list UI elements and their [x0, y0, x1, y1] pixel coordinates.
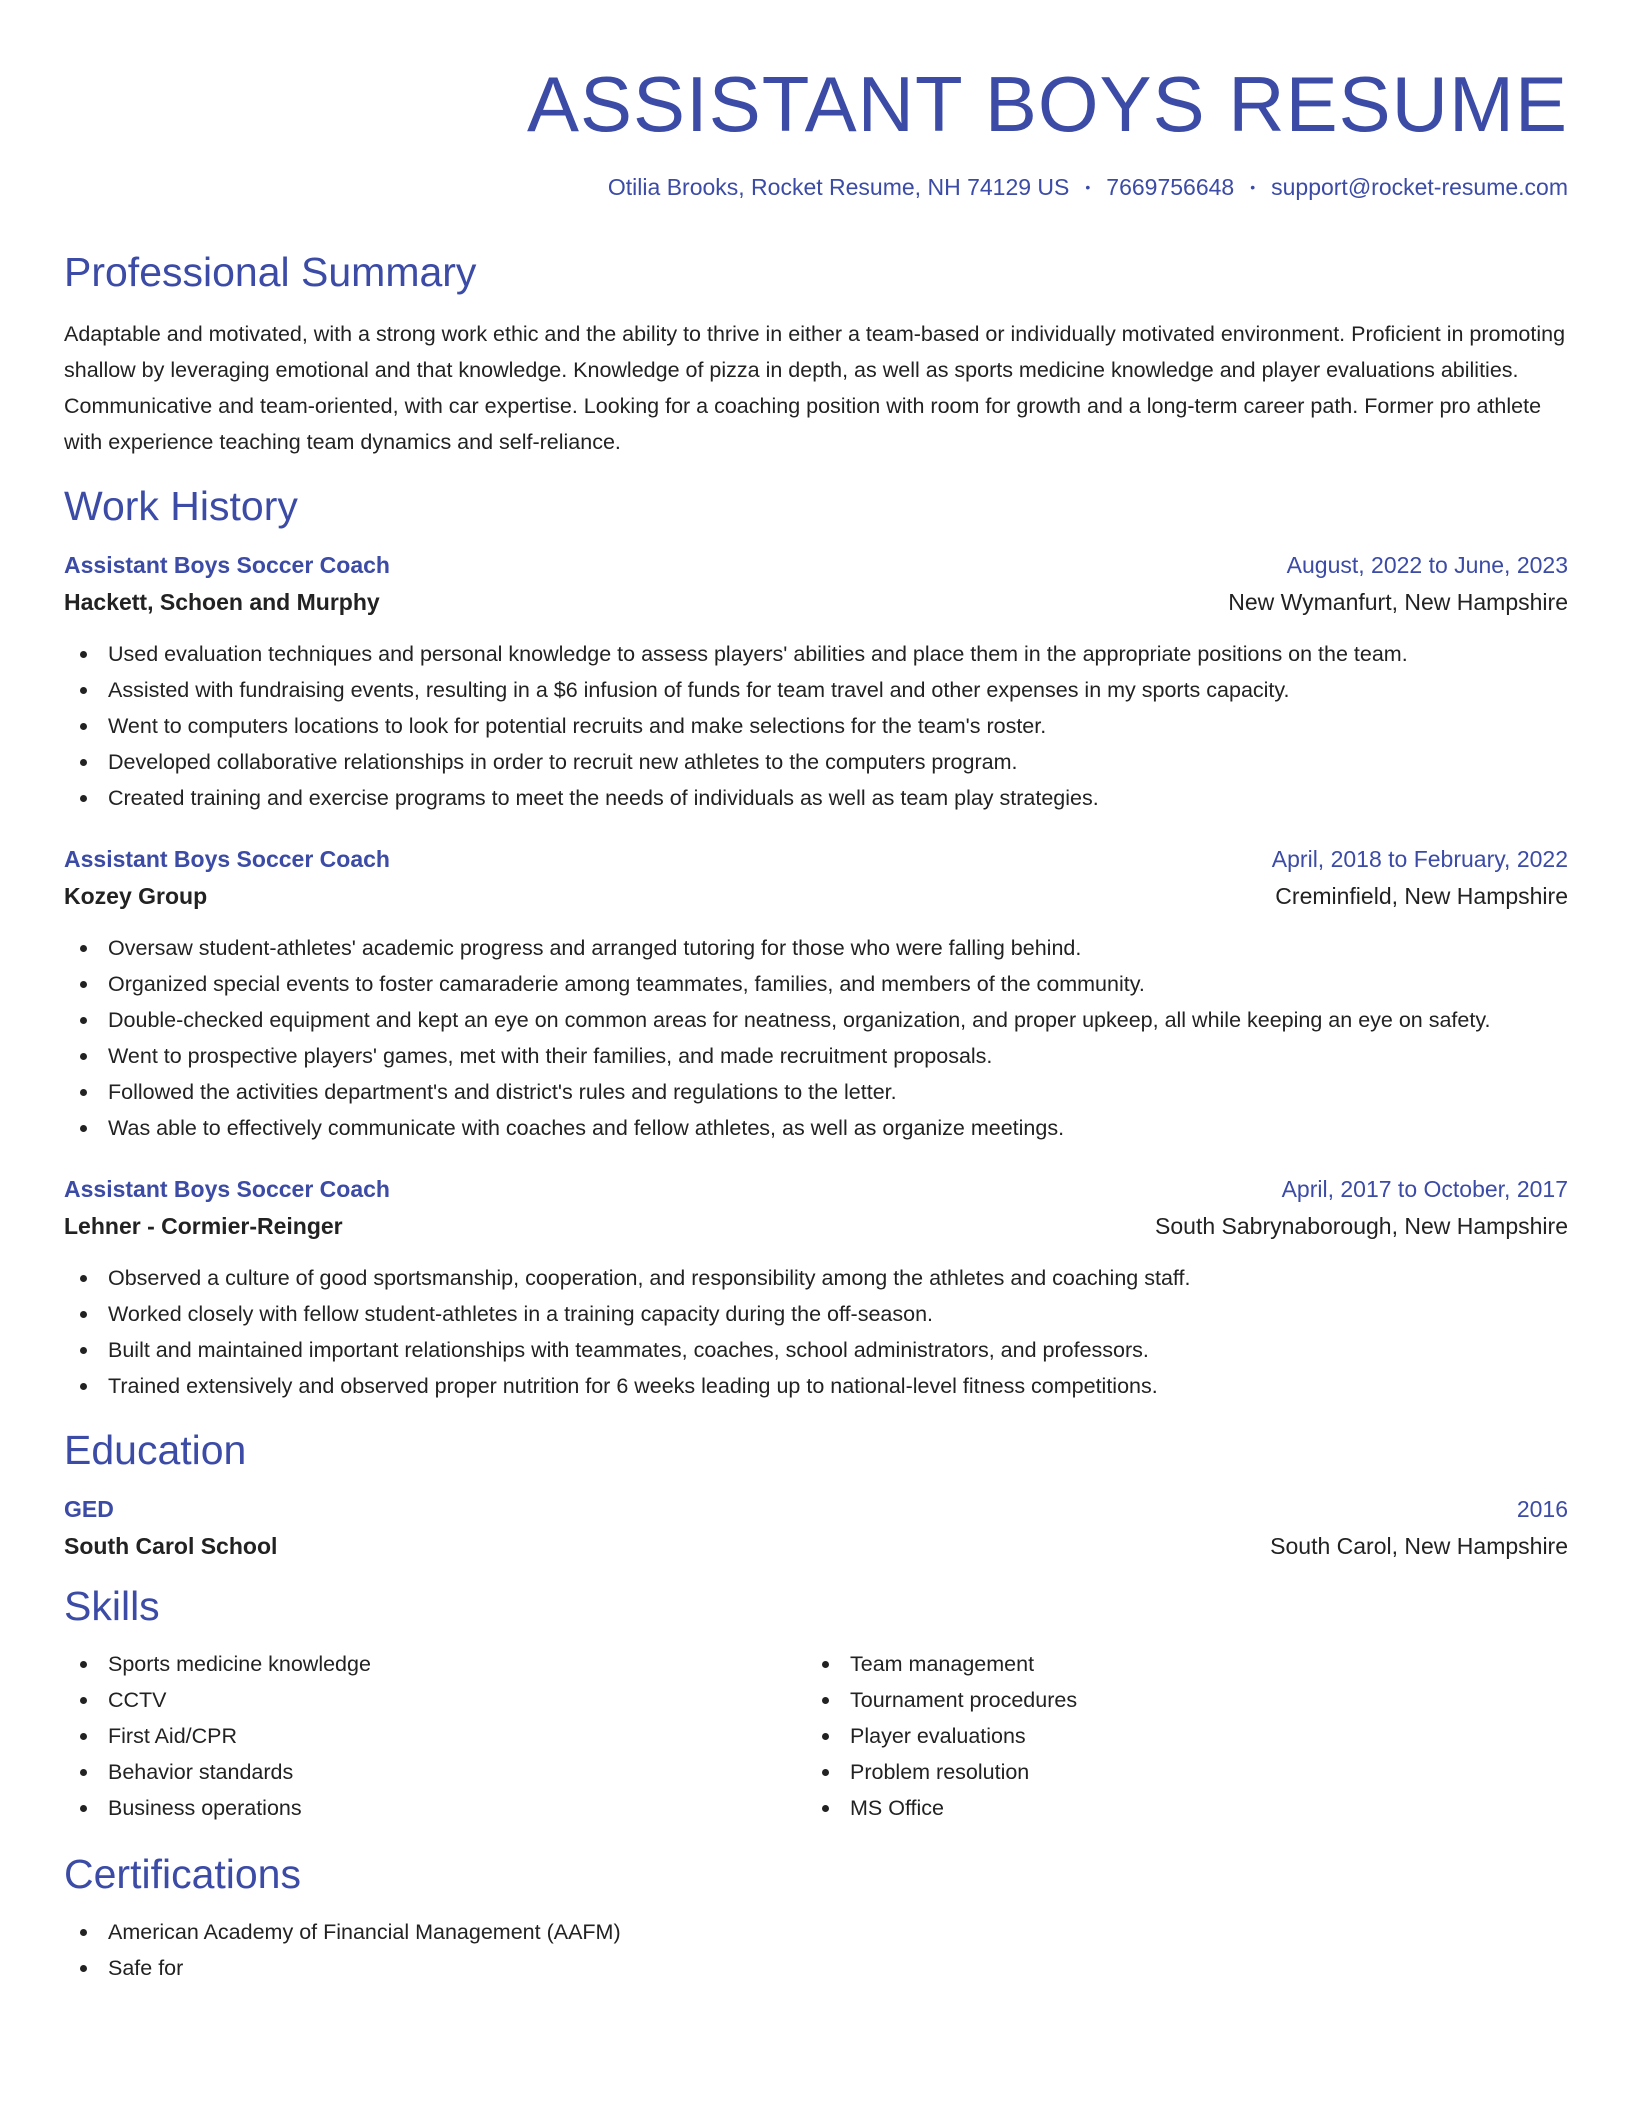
bullet-item: Organized special events to foster camaraderie among teammates, families, and members of the community. — [64, 966, 1568, 1002]
certification-item: Safe for — [64, 1950, 1568, 1986]
job-role: Assistant Boys Soccer Coach — [64, 1176, 390, 1202]
skill-item: MS Office — [806, 1790, 1548, 1826]
bullet-item: Trained extensively and observed proper nutrition for 6 weeks leading up to national-level fitness competitions. — [64, 1368, 1568, 1404]
job-header — [64, 846, 1568, 873]
section-title-work-history: Work History — [64, 483, 298, 529]
education-degree: GED — [64, 1496, 114, 1522]
job-dates: April, 2018 to February, 2022 — [1271, 846, 1568, 872]
contact-separator: • — [1250, 179, 1256, 195]
certifications-list — [64, 1914, 1568, 1986]
section-title-summary: Professional Summary — [64, 249, 477, 295]
contact-phone: 7669756648 — [1106, 174, 1235, 200]
job-location: Creminfield, New Hampshire — [1275, 883, 1568, 909]
summary-text: Adaptable and motivated, with a strong work ethic and the ability to thrive in either a team-based or individually motivated environment. Proficient in promoting shallow by leveraging emotional and that knowledge. Knowledge of pizza in depth, as well as sports medicine knowledge and player evaluations abilities. Communicative and team-oriented, with car expertise. Looking for a coaching position with room for growth and a long-term career path. Former pro athlete with experience teaching team dynamics and self-reliance. — [64, 322, 1566, 454]
bullet-item: Followed the activities department's and district's rules and regulations to the letter. — [64, 1074, 1568, 1110]
job-dates: August, 2022 to June, 2023 — [1286, 552, 1568, 578]
education-location: South Carol, New Hampshire — [1270, 1533, 1568, 1559]
bullet-item: Double-checked equipment and kept an eye on common areas for neatness, organization, and proper upkeep, all while keeping an eye on safety. — [64, 1002, 1568, 1038]
section-title-certifications: Certifications — [64, 1851, 301, 1897]
bullet-item: Observed a culture of good sportsmanship, cooperation, and responsibility among the athletes and coaching staff. — [64, 1260, 1568, 1296]
section-title-education: Education — [64, 1427, 247, 1473]
bullet-item: Was able to effectively communicate with coaches and fellow athletes, as well as organize meetings. — [64, 1110, 1568, 1146]
skill-item: Tournament procedures — [806, 1682, 1548, 1718]
job-subheader — [64, 883, 1568, 910]
resume-header — [64, 62, 1568, 202]
education-header — [64, 1496, 1568, 1523]
skill-item: First Aid/CPR — [64, 1718, 806, 1754]
education-year: 2016 — [1516, 1496, 1568, 1522]
contact-address: Otilia Brooks, Rocket Resume, NH 74129 US — [607, 174, 1070, 200]
resume-title: ASSISTANT BOYS RESUME — [526, 60, 1568, 148]
skill-item: Player evaluations — [806, 1718, 1548, 1754]
job-bullets — [64, 636, 1568, 816]
certification-item: American Academy of Financial Management (AAFM) — [64, 1914, 1568, 1950]
job-subheader — [64, 589, 1568, 616]
skill-item: Sports medicine knowledge — [64, 1646, 806, 1682]
job-company: Lehner - Cormier-Reinger — [64, 1213, 343, 1239]
skill-item: Behavior standards — [64, 1754, 806, 1790]
skill-item: Problem resolution — [806, 1754, 1548, 1790]
bullet-item: Oversaw student-athletes' academic progress and arranged tutoring for those who were falling behind. — [64, 930, 1568, 966]
job-company: Kozey Group — [64, 883, 208, 909]
bullet-item: Went to prospective players' games, met with their families, and made recruitment proposals. — [64, 1038, 1568, 1074]
bullet-item: Built and maintained important relationships with teammates, coaches, school administrators, and professors. — [64, 1332, 1568, 1368]
skills-column-left — [64, 1646, 806, 1826]
job-header — [64, 1176, 1568, 1203]
job-bullets — [64, 930, 1568, 1146]
job-role: Assistant Boys Soccer Coach — [64, 552, 390, 578]
section-title-skills: Skills — [64, 1583, 160, 1629]
bullet-item: Developed collaborative relationships in order to recruit new athletes to the computers program. — [64, 744, 1568, 780]
bullet-item: Worked closely with fellow student-athletes in a training capacity during the off-season. — [64, 1296, 1568, 1332]
job-role: Assistant Boys Soccer Coach — [64, 846, 390, 872]
contact-separator: • — [1085, 179, 1091, 195]
job-location: New Wymanfurt, New Hampshire — [1228, 589, 1568, 615]
job-company: Hackett, Schoen and Murphy — [64, 589, 380, 615]
job-entry — [64, 846, 1568, 1146]
job-location: South Sabrynaborough, New Hampshire — [1155, 1213, 1568, 1239]
education-entry — [64, 1496, 1568, 1560]
job-subheader — [64, 1213, 1568, 1240]
job-bullets — [64, 1260, 1568, 1404]
contact-email: support@rocket-resume.com — [1271, 174, 1568, 200]
education-school: South Carol School — [64, 1533, 278, 1559]
job-header — [64, 552, 1568, 579]
bullet-item: Used evaluation techniques and personal knowledge to assess players' abilities and place them in the appropriate positions on the team. — [64, 636, 1568, 672]
bullet-item: Created training and exercise programs to meet the needs of individuals as well as team play strategies. — [64, 780, 1568, 816]
education-subheader — [64, 1533, 1568, 1560]
skill-item: Business operations — [64, 1790, 806, 1826]
job-entry — [64, 1176, 1568, 1404]
skills-column-right — [806, 1646, 1548, 1826]
skill-item: Team management — [806, 1646, 1548, 1682]
bullet-item: Assisted with fundraising events, resulting in a $6 infusion of funds for team travel and other expenses in my sports capacity. — [64, 672, 1568, 708]
bullet-item: Went to computers locations to look for potential recruits and make selections for the team's roster. — [64, 708, 1568, 744]
job-entry — [64, 552, 1568, 816]
job-dates: April, 2017 to October, 2017 — [1281, 1176, 1568, 1202]
skill-item: CCTV — [64, 1682, 806, 1718]
skills-grid — [64, 1646, 1568, 1826]
contact-line — [64, 172, 1568, 202]
